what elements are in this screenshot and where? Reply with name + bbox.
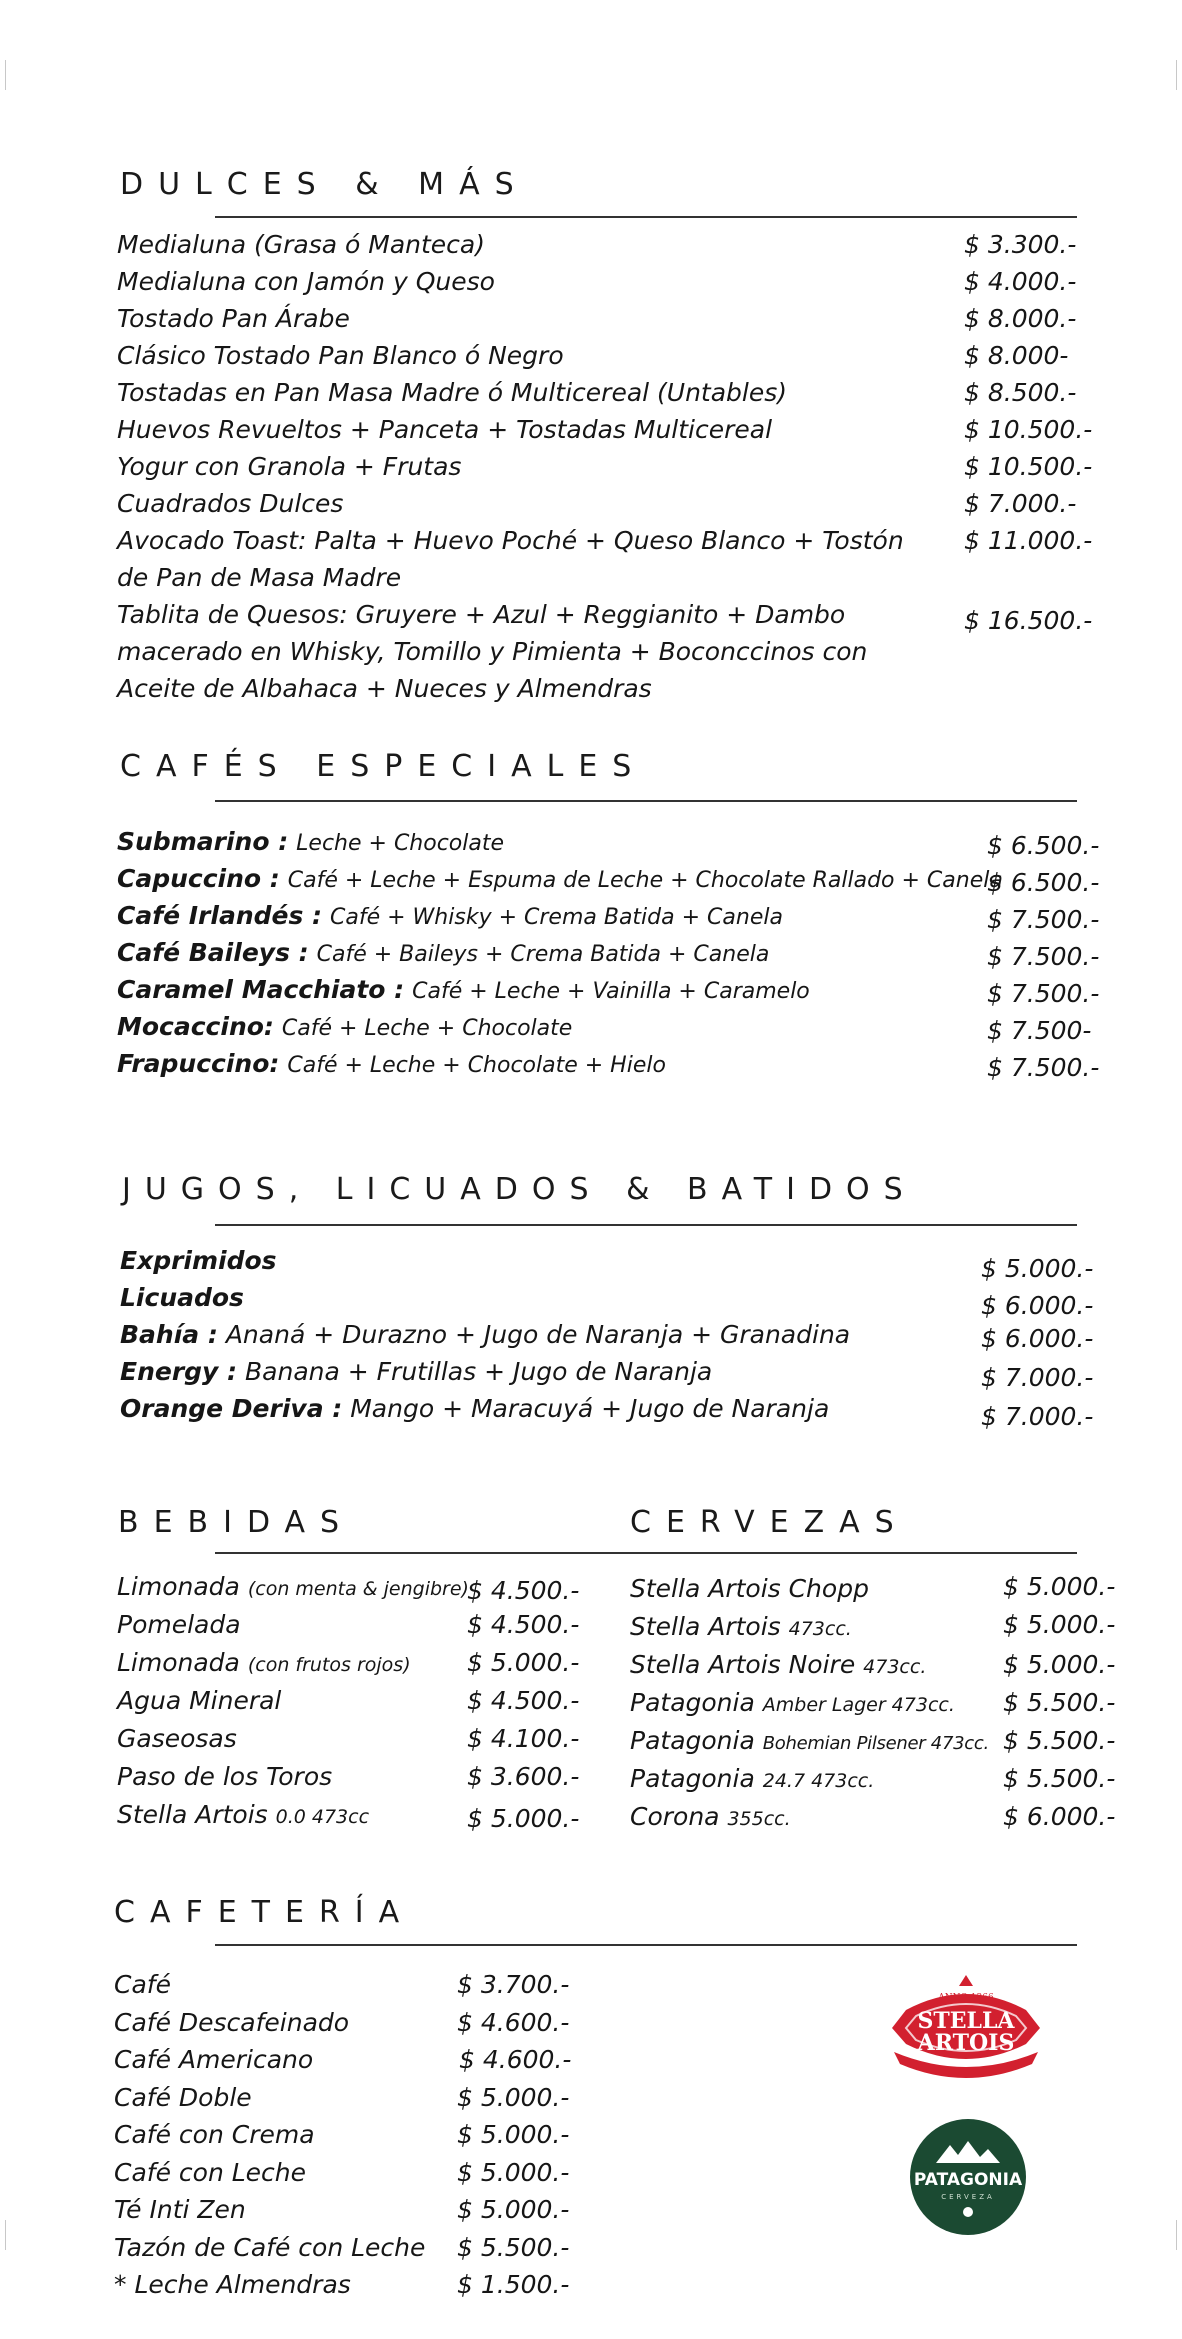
item-note: 473cc. — [863, 1656, 927, 1678]
item-price: $ 6.000.- — [981, 1324, 1094, 1353]
item-name: Licuados — [120, 1283, 244, 1312]
cafes-especiales-list — [117, 823, 1107, 1082]
item-description: Café + Baileys + Crema Batida + Canela — [316, 942, 770, 967]
item-name: Energy : — [120, 1357, 238, 1386]
item-name: Stella Artois Noire — [630, 1650, 856, 1679]
item-price: $ 7.500.- — [987, 905, 1100, 934]
menu-item — [120, 1390, 1110, 1431]
item-description: Café + Leche + Chocolate — [281, 1016, 573, 1041]
menu-item — [117, 263, 1097, 300]
item-price: $ 5.000.- — [467, 1648, 580, 1677]
menu-item — [117, 226, 1097, 263]
menu-item — [114, 2154, 594, 2192]
menu-item — [114, 1966, 594, 2004]
item-name: Huevos Revueltos + Panceta + Tostadas Multicereal — [117, 415, 773, 444]
patagonia-logo — [906, 2115, 1030, 2239]
item-name: Café Baileys : — [117, 938, 309, 967]
item-name: Tablita de Quesos: Gruyere + Azul + Reggianito + Dambo macerado en Whisky, Tomillo y Pimienta + Boconccinos con Aceite de Albahaca + Nueces y Almendras — [117, 600, 868, 703]
item-name: Té Inti Zen — [114, 2195, 246, 2224]
item-name: Tostado Pan Árabe — [117, 304, 350, 333]
svg-text:PATAGONIA: PATAGONIA — [913, 2170, 1023, 2190]
item-price: $ 4.500.- — [467, 1576, 580, 1605]
menu-item — [117, 1758, 587, 1796]
stella-artois-logo — [876, 1970, 1056, 2090]
item-name: Limonada — [117, 1648, 240, 1677]
item-description: Café + Whisky + Crema Batida + Canela — [330, 905, 783, 930]
bebidas-list — [117, 1568, 587, 1834]
item-price: $ 16.500.- — [964, 606, 1093, 635]
item-note: (con menta & jengibre) — [247, 1578, 469, 1600]
crop-mark — [5, 60, 6, 90]
menu-item — [630, 1760, 1175, 1798]
item-name: Agua Mineral — [117, 1686, 282, 1715]
item-price: $ 5.000.- — [1003, 1610, 1116, 1639]
item-price: $ 6.000.- — [981, 1291, 1094, 1320]
menu-item — [630, 1646, 1175, 1684]
menu-item — [120, 1316, 1110, 1353]
item-name: Orange Deriva : — [120, 1394, 343, 1423]
item-description: Café + Leche + Chocolate + Hielo — [287, 1053, 666, 1078]
item-name: Submarino : — [117, 827, 289, 856]
menu-item — [117, 934, 1107, 971]
item-price: $ 5.500.- — [1003, 1726, 1116, 1755]
menu-item — [630, 1608, 1175, 1646]
item-name: Café con Leche — [114, 2157, 307, 2187]
item-price: $ 5.500.- — [457, 2232, 570, 2262]
menu-item — [117, 485, 1097, 522]
item-price: $ 3.600.- — [467, 1762, 580, 1791]
item-name: Stella Artois Chopp — [630, 1574, 869, 1603]
menu-item — [117, 823, 1107, 860]
section-divider — [215, 800, 1077, 802]
item-price: $ 8.000.- — [964, 304, 1077, 333]
item-description: Leche + Chocolate — [296, 831, 505, 856]
menu-item — [630, 1798, 1175, 1836]
menu-item — [117, 860, 1107, 897]
item-name: Mocaccino: — [117, 1012, 274, 1041]
menu-item — [117, 1796, 587, 1834]
item-name: Café Descafeinado — [114, 2007, 350, 2037]
item-note: Bohemian Pilsener 473cc. — [762, 1733, 989, 1754]
item-name: Exprimidos — [120, 1246, 277, 1275]
menu-item — [117, 337, 1097, 374]
item-name: Tostadas en Pan Masa Madre ó Multicereal (Untables) — [117, 378, 788, 407]
section-divider — [215, 216, 1077, 218]
menu-item — [630, 1722, 1175, 1760]
item-name: Clásico Tostado Pan Blanco ó Negro — [117, 341, 564, 370]
item-name: Frapuccino: — [117, 1049, 280, 1078]
item-price: $ 5.000.- — [457, 2157, 570, 2187]
item-price: $ 10.500.- — [964, 452, 1093, 481]
item-price: $ 4.000.- — [964, 267, 1077, 296]
item-price: $ 10.500.- — [964, 415, 1093, 444]
menu-item — [117, 596, 1097, 707]
crop-mark — [1176, 2220, 1177, 2250]
item-description: Café + Leche + Espuma de Leche + Chocolate Rallado + Canela — [287, 868, 1003, 893]
dulces-list — [117, 226, 1097, 707]
item-name: Avocado Toast: Palta + Huevo Poché + Queso Blanco + Tostón de Pan de Masa Madre — [117, 526, 904, 592]
menu-item — [120, 1279, 1110, 1320]
item-price: $ 4.600.- — [459, 2045, 572, 2074]
item-price: $ 7.500.- — [987, 942, 1100, 971]
item-name: Patagonia — [630, 1688, 755, 1717]
item-name: Tazón de Café con Leche — [114, 2232, 426, 2262]
item-price: $ 7.500.- — [987, 979, 1100, 1008]
item-name: Gaseosas — [117, 1724, 237, 1753]
section-title-jugos: JUGOS, LICUADOS & BATIDOS — [122, 1172, 917, 1207]
item-name: Cuadrados Dulces — [117, 489, 344, 518]
cafeteria-list — [114, 1966, 594, 2304]
section-divider — [215, 1552, 1077, 1554]
menu-item — [117, 1644, 587, 1682]
menu-item — [117, 300, 1097, 337]
menu-item — [117, 1045, 1107, 1082]
item-price: $ 7.000.- — [981, 1402, 1094, 1431]
item-name: Café Americano — [114, 2045, 314, 2074]
item-price: $ 5.000.- — [467, 1804, 580, 1833]
section-title-dulces: DULCES & MÁS — [120, 167, 529, 202]
menu-item — [114, 2079, 594, 2117]
item-name: Café con Crema — [114, 2120, 315, 2149]
item-description: Ananá + Durazno + Jugo de Naranja + Granadina — [225, 1320, 851, 1349]
item-note: 473cc. — [788, 1618, 852, 1640]
item-price: $ 5.000.- — [457, 2082, 570, 2112]
item-price: $ 5.500.- — [1003, 1688, 1116, 1717]
section-divider — [215, 1944, 1077, 1946]
menu-item — [117, 374, 1097, 411]
menu-item — [114, 2229, 594, 2267]
menu-item — [117, 1568, 587, 1606]
item-price: $ 1.500.- — [457, 2270, 570, 2299]
item-note: 0.0 473cc — [275, 1806, 370, 1828]
svg-text:STELLA: STELLA — [917, 2008, 1015, 2034]
item-name: Café — [114, 1970, 171, 1999]
item-price: $ 5.000.- — [1003, 1572, 1116, 1601]
menu-item — [114, 2266, 594, 2304]
item-price: $ 4.100.- — [467, 1724, 580, 1753]
item-name: * Leche Almendras — [114, 2270, 351, 2299]
item-name: Medialuna (Grasa ó Manteca) — [117, 230, 485, 259]
menu-item — [114, 2191, 594, 2229]
item-name: Paso de los Toros — [117, 1762, 333, 1791]
item-name: Patagonia — [630, 1764, 755, 1793]
item-name: Corona — [630, 1802, 720, 1831]
crop-mark — [5, 2220, 6, 2250]
menu-item — [630, 1684, 1175, 1722]
item-name: Bahía : — [120, 1320, 218, 1349]
menu-item — [117, 522, 1097, 596]
item-price: $ 4.500.- — [467, 1610, 580, 1639]
item-price: $ 5.500.- — [1003, 1764, 1116, 1793]
item-description: Mango + Maracuyá + Jugo de Naranja — [350, 1394, 830, 1423]
item-price: $ 5.000.- — [457, 2195, 570, 2224]
svg-text:ARTOIS: ARTOIS — [917, 2030, 1015, 2056]
menu-item — [117, 1682, 587, 1720]
item-note: 355cc. — [727, 1808, 791, 1830]
item-price: $ 8.500.- — [964, 378, 1077, 407]
item-name: Stella Artois — [630, 1612, 781, 1641]
item-price: $ 5.000.- — [457, 2120, 570, 2149]
item-name: Yogur con Granola + Frutas — [117, 452, 462, 481]
menu-item — [117, 411, 1097, 448]
menu-item — [117, 1008, 1107, 1045]
item-name: Limonada — [117, 1572, 240, 1601]
item-price: $ 5.000.- — [1003, 1650, 1116, 1679]
item-name: Capuccino : — [117, 864, 280, 893]
jugos-list — [120, 1242, 1110, 1431]
menu-item — [120, 1353, 1110, 1390]
section-divider — [215, 1224, 1077, 1226]
menu-item — [117, 1606, 587, 1644]
crop-mark — [1176, 60, 1177, 90]
menu-item — [117, 971, 1107, 1008]
cervezas-list — [630, 1570, 1175, 1836]
menu-item — [114, 2041, 594, 2079]
menu-item — [117, 448, 1097, 485]
section-title-cervezas: CERVEZAS — [630, 1505, 909, 1540]
section-title-cafes-especiales: CAFÉS ESPECIALES — [120, 749, 647, 784]
item-name: Stella Artois — [117, 1800, 268, 1829]
menu-item — [117, 897, 1107, 934]
item-note: (con frutos rojos) — [247, 1654, 411, 1676]
item-price: $ 7.500- — [987, 1016, 1092, 1045]
section-title-cafeteria: CAFETERÍA — [114, 1895, 415, 1930]
item-price: $ 4.500.- — [467, 1686, 580, 1715]
item-price: $ 7.500.- — [987, 1053, 1100, 1082]
item-price: $ 7.000.- — [981, 1363, 1094, 1392]
item-price: $ 3.700.- — [457, 1970, 570, 1999]
menu-item — [114, 2004, 594, 2042]
section-title-bebidas: BEBIDAS — [118, 1505, 355, 1540]
item-name: Café Doble — [114, 2082, 252, 2112]
item-name: Patagonia — [630, 1726, 755, 1755]
item-name: Medialuna con Jamón y Queso — [117, 267, 495, 296]
item-price: $ 7.000.- — [964, 489, 1077, 518]
item-note: Amber Lager 473cc. — [762, 1694, 955, 1716]
item-price: $ 4.600.- — [457, 2007, 570, 2037]
svg-text:CERVEZA: CERVEZA — [941, 2193, 995, 2201]
item-price: $ 5.000.- — [981, 1254, 1094, 1283]
item-price: $ 6.500.- — [987, 868, 1100, 897]
item-price: $ 6.500.- — [987, 831, 1100, 860]
item-name: Pomelada — [117, 1610, 241, 1639]
item-description: Banana + Frutillas + Jugo de Naranja — [245, 1357, 713, 1386]
menu-item — [117, 1720, 587, 1758]
item-price: $ 6.000.- — [1003, 1802, 1116, 1831]
item-price: $ 3.300.- — [964, 230, 1077, 259]
item-description: Café + Leche + Vainilla + Caramelo — [412, 979, 810, 1004]
menu-item — [114, 2116, 594, 2154]
menu-item — [120, 1242, 1110, 1283]
item-price: $ 8.000- — [964, 341, 1069, 370]
item-price: $ 11.000.- — [964, 526, 1093, 555]
item-name: Café Irlandés : — [117, 901, 323, 930]
item-name: Caramel Macchiato : — [117, 975, 405, 1004]
item-note: 24.7 473cc. — [762, 1770, 875, 1792]
menu-item — [630, 1570, 1175, 1608]
